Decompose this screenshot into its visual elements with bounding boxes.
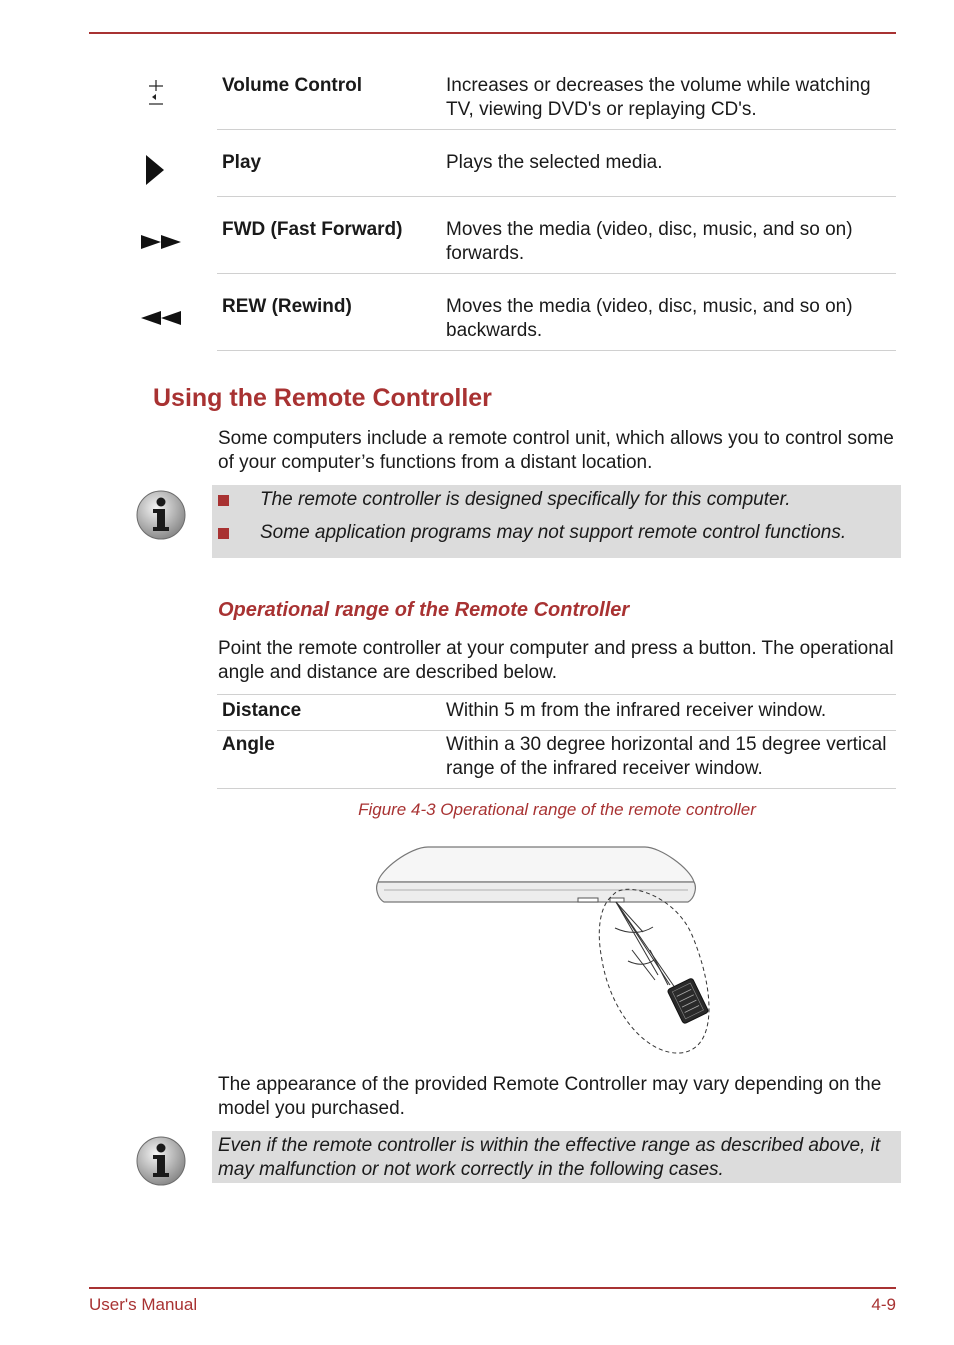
feature-desc: Increases or decreases the volume while watching TV, viewing DVD's or replaying CD's. <box>446 75 871 120</box>
note-box <box>212 1131 901 1183</box>
subsection-heading: Operational range of the Remote Controller <box>218 599 630 621</box>
bullet-marker <box>218 528 229 539</box>
play-icon <box>145 155 165 185</box>
feature-term: REW (Rewind) <box>222 296 352 317</box>
info-icon <box>135 1135 187 1187</box>
bullet-marker <box>218 495 229 506</box>
range-term: Angle <box>222 734 275 755</box>
note-text: Even if the remote controller is within the effective range as described above, it may malfunction or not work correctly in the following cases. <box>218 1135 881 1180</box>
feature-row-fwd <box>217 196 896 274</box>
range-term: Distance <box>222 700 302 721</box>
section-heading: Using the Remote Controller <box>153 384 492 412</box>
feature-desc: Moves the media (video, disc, music, and so on) forwards. <box>446 219 853 264</box>
note-box <box>212 485 901 558</box>
rewind-icon <box>141 308 181 322</box>
footer-title: User's Manual <box>89 1295 198 1314</box>
feature-row-volume <box>217 72 896 130</box>
note-item: Some application programs may not support remote control functions. <box>260 522 847 543</box>
table-rule <box>217 694 896 695</box>
feature-term: FWD (Fast Forward) <box>222 219 403 240</box>
table-rule <box>217 730 896 731</box>
note-item: The remote controller is designed specifically for this computer. <box>260 489 791 510</box>
fast-forward-icon <box>141 232 181 246</box>
footer-rule <box>89 1287 896 1289</box>
feature-desc: Plays the selected media. <box>446 152 663 173</box>
feature-row-rew <box>217 273 896 351</box>
figure-caption: Figure 4-3 Operational range of the remote controller <box>358 800 756 819</box>
remote-range-figure <box>370 840 730 1060</box>
table-rule <box>217 788 896 789</box>
section-intro: Some computers include a remote control unit, which allows you to control some of your computer’s functions from a distant location. <box>218 428 894 473</box>
feature-desc: Moves the media (video, disc, music, and so on) backwards. <box>446 296 853 341</box>
page-number: 4-9 <box>871 1295 896 1314</box>
header-rule <box>89 32 896 34</box>
subsection-intro: Point the remote controller at your computer and press a button. The operational angle and distance are described below. <box>218 638 894 683</box>
volume-icon <box>145 80 167 106</box>
feature-row-play <box>217 129 896 197</box>
info-icon <box>135 489 187 541</box>
feature-term: Play <box>222 152 262 173</box>
feature-term: Volume Control <box>222 75 363 96</box>
range-desc: Within a 30 degree horizontal and 15 degree vertical range of the infrared receiver window. <box>446 734 887 779</box>
appearance-note: The appearance of the provided Remote Controller may vary depending on the model you purchased. <box>218 1074 882 1119</box>
range-desc: Within 5 m from the infrared receiver window. <box>446 700 827 721</box>
